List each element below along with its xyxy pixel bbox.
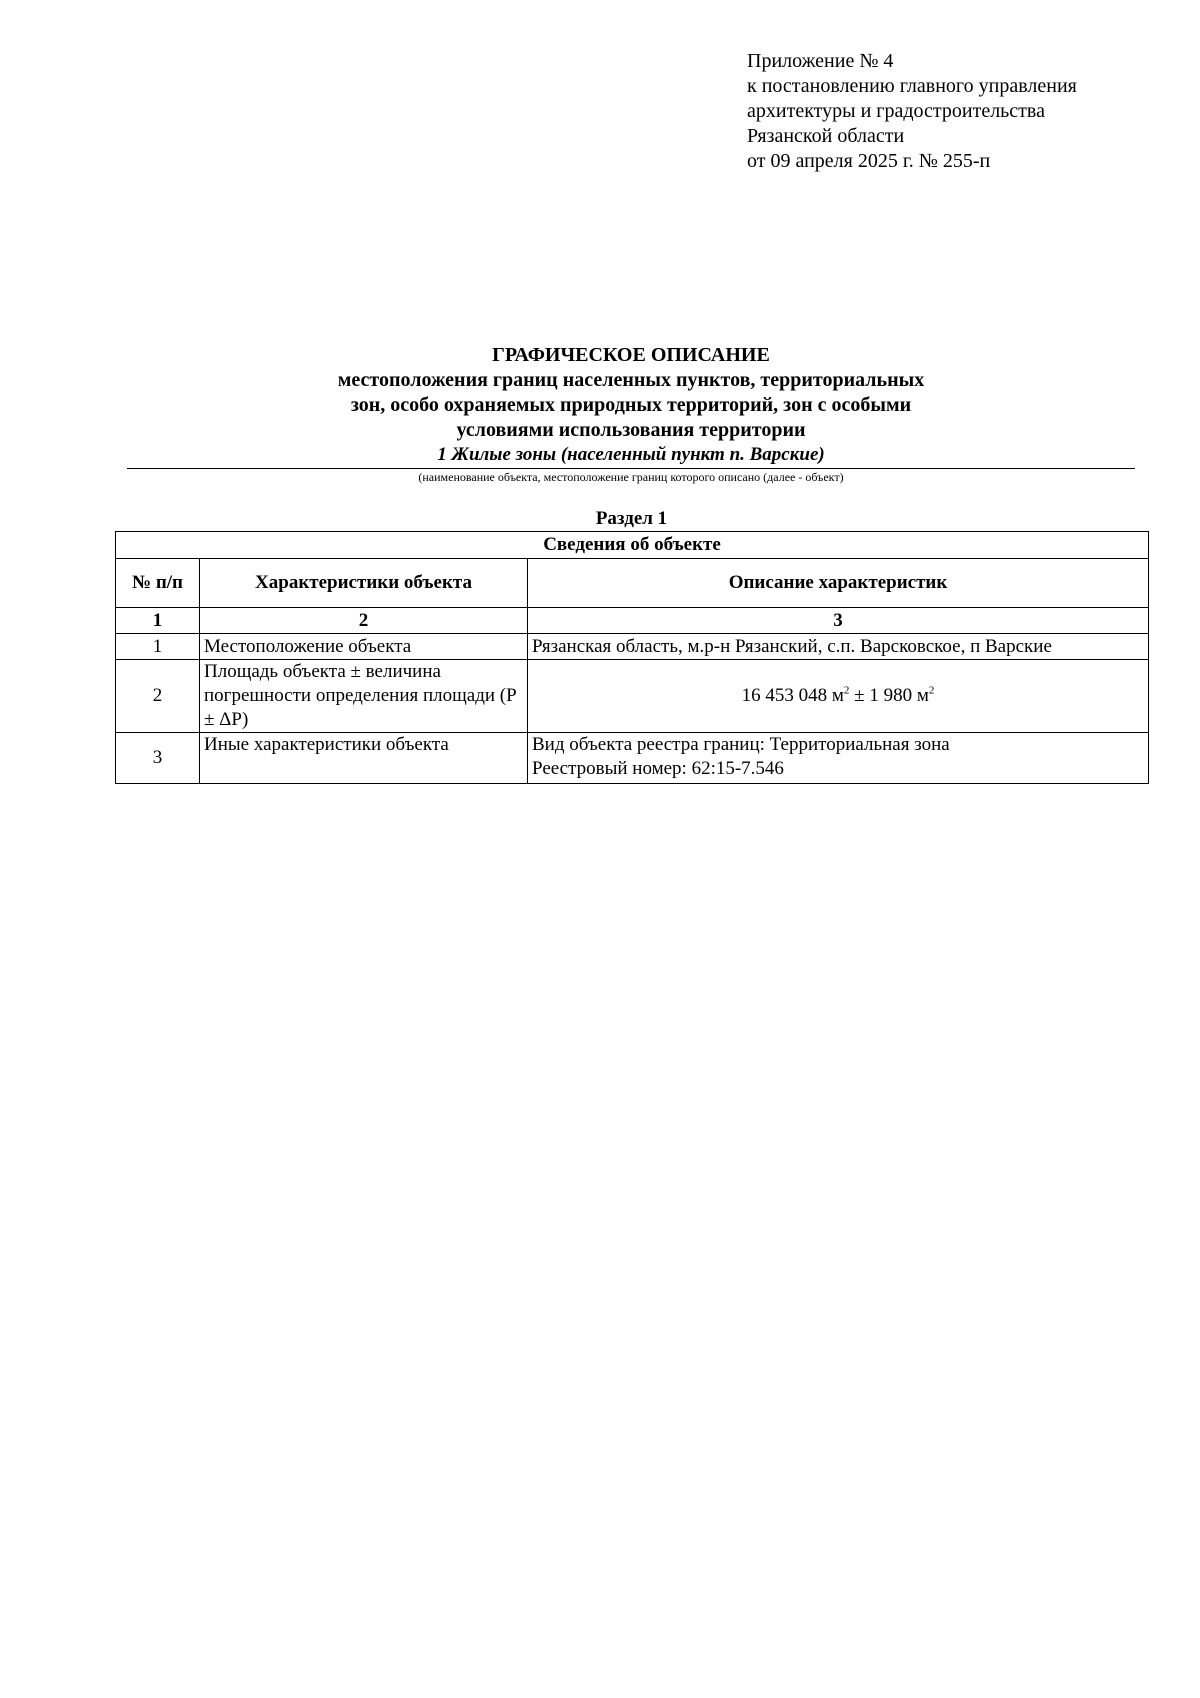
attachment-note [747,49,1167,174]
row-description: Рязанская область, м.р-н Рязанский, с.п. Варсковское, п Варские [528,634,1149,660]
header-description: Описание характеристик [528,559,1149,608]
document-subtitle-line: условиями использования территории [456,419,806,441]
row-characteristic: Иные характеристики объекта [200,733,528,784]
row-description [528,733,1149,784]
column-number: 2 [200,608,528,634]
column-number: 3 [528,608,1149,634]
row-characteristic: Площадь объекта ± величина погрешности определения площади (Р ± ΔР) [200,660,528,733]
table-caption-row [116,532,1149,559]
attachment-line: Рязанской области [747,125,905,147]
area-unit-exponent: 2 [843,684,850,697]
attachment-line: к постановлению главного управления [747,75,1077,97]
object-name-caption: (наименование объекта, местоположение границ которого описано (далее - объект) [418,470,844,484]
attachment-line: архитектуры и градостроительства [747,100,1045,122]
row-number: 1 [116,634,200,660]
row-number: 2 [116,660,200,733]
header-number: № п/п [116,559,200,608]
header-characteristic: Характеристики объекта [200,559,528,608]
table-row [116,733,1149,784]
area-error-unit-exponent: 2 [928,684,935,697]
object-info-table [115,531,1149,784]
table-caption: Сведения об объекте [116,532,1149,559]
object-name: 1 Жилые зоны (населенный пункт п. Варские) [127,443,1135,469]
row-number: 3 [116,733,200,784]
table-row [116,634,1149,660]
area-value: 16 453 048 м [741,685,844,706]
column-number-row [116,608,1149,634]
table-row [116,660,1149,733]
attachment-line: от 09 апреля 2025 г. № 255-п [747,150,991,172]
document-subtitle-line: зон, особо охраняемых природных территорий, зон с особыми [350,394,912,416]
document-title-block [127,343,1135,485]
area-error: ± 1 980 м [849,685,929,706]
row-characteristic: Местоположение объекта [200,634,528,660]
row-description [528,660,1149,733]
document-subtitle-line: местоположения границ населенных пунктов, территориальных [337,369,925,391]
column-number: 1 [116,608,200,634]
description-line: Реестровый номер: 62:15-7.546 [532,758,784,779]
attachment-line: Приложение № 4 [747,50,894,72]
document-title: ГРАФИЧЕСКОЕ ОПИСАНИЕ [492,344,770,366]
section-title: Раздел 1 [595,508,668,529]
description-line: Вид объекта реестра границ: Территориальная зона [532,734,950,755]
table-header-row [116,559,1149,608]
